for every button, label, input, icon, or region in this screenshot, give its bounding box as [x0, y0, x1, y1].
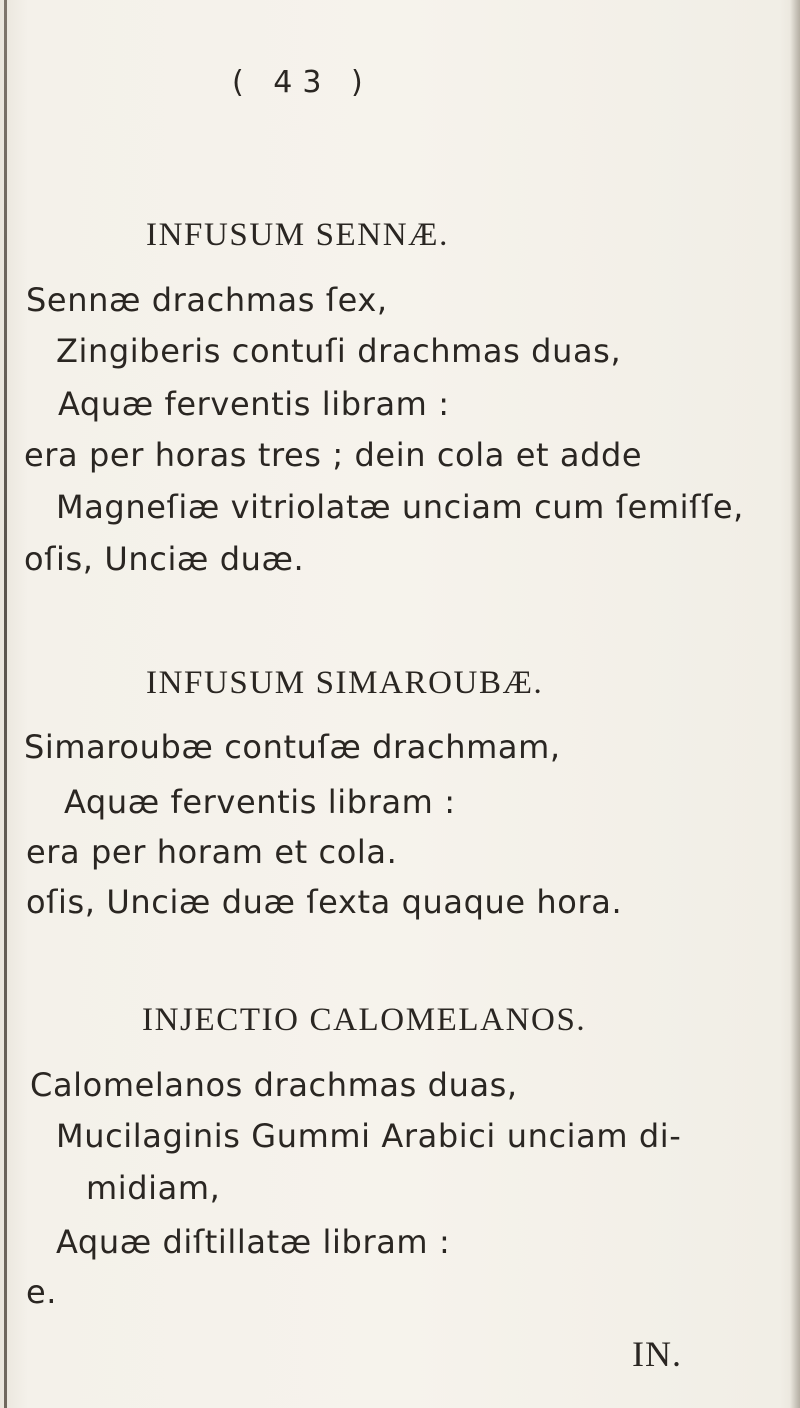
recipe-line: Simaroubæ contuſæ drachmam,	[24, 728, 561, 766]
recipe-line: Aquæ ferventis libram :	[64, 783, 456, 821]
recipe-line: Zingiberis contuſi drachmas duas,	[56, 332, 622, 370]
recipe-line: oſis, Unciæ duæ.	[24, 540, 305, 578]
recipe-line: Aquæ diſtillatæ libram :	[56, 1223, 451, 1261]
recipe-line: midiam,	[86, 1169, 221, 1207]
recipe-line: Magneſiæ vitriolatæ unciam cum ſemiſſe,	[56, 488, 744, 526]
recipe-line: era per horas tres ; dein cola et adde	[24, 436, 643, 474]
section-heading-injectio-calomelanos: INJECTIO CALOMELANOS.	[142, 1002, 587, 1038]
catchword: IN.	[632, 1334, 682, 1374]
page-number: ( 43 )	[232, 65, 373, 100]
recipe-line: Calomelanos drachmas duas,	[30, 1066, 518, 1104]
recipe-line: Sennæ drachmas ſex,	[26, 281, 388, 319]
page-edge-shadow	[790, 0, 800, 1408]
section-heading-infusum-simaroubae: INFUSUM SIMAROUBÆ.	[146, 665, 544, 701]
recipe-line: Aquæ ferventis libram :	[58, 385, 450, 423]
recipe-line: e.	[26, 1273, 58, 1311]
binding-edge	[4, 0, 7, 1408]
section-heading-infusum-sennae: INFUSUM SENNÆ.	[146, 217, 449, 253]
recipe-line: oſis, Unciæ duæ ſexta quaque hora.	[26, 883, 623, 921]
recipe-line: Mucilaginis Gummi Arabici unciam di-	[56, 1117, 682, 1155]
recipe-line: era per horam et cola.	[26, 833, 398, 871]
